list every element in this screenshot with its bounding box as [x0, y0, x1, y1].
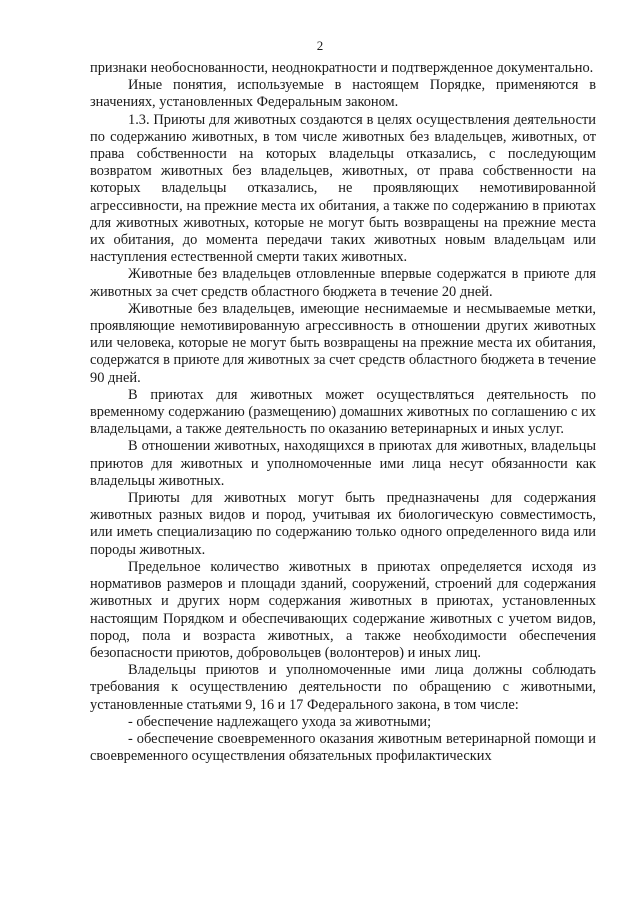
- paragraph: В отношении животных, находящихся в приютах для животных, владельцы приютов для животных и уполномоченные ими лица несут обязанности как владельцы животных.: [90, 438, 596, 489]
- page-number: 2: [316, 38, 324, 53]
- list-item: - обеспечение надлежащего ухода за животными;: [128, 713, 432, 730]
- paragraph: В приютах для животных может осуществляться деятельность по временному содержанию (размещению) домашних животных по соглашению с их владельцами, а также деятельность по оказанию ветеринарных и иных услуг.: [90, 386, 596, 438]
- paragraph: признаки необоснованности, неоднократности и подтвержденное документально.: [90, 60, 594, 76]
- list-item: - обеспечение своевременного оказания животным ветеринарной помощи и своевременного осуществления обязательных профилактических: [90, 730, 596, 765]
- paragraph: Владельцы приютов и уполномоченные ими лица должны соблюдать требования к осуществлению деятельности по обращению с животными, установленные статьями 9, 16 и 17 Федерального закона, в том числе:: [90, 662, 596, 713]
- paragraph: 1.3. Приюты для животных создаются в целях осуществления деятельности по содержанию животных, в том числе животных без владельцев, животных, от права собственности на которых владельцы отказались, с последующим возвратом животных без владельцев, животных, от права собственности на которых владельцы отказались, не проявляющих немотивированной агрессивности, на прежние места их обитания, а также по содержанию в приютах для животных животных, которые не могут быть возвращены на прежние места их обитания, до момента передачи таких животных новым владельцам или наступления естественной смерти таких животных.: [90, 111, 596, 266]
- paragraph: Иные понятия, используемые в настоящем Порядке, применяются в значениях, установленных Федеральным законом.: [90, 77, 596, 111]
- paragraph: Предельное количество животных в приютах определяется исходя из нормативов размеров и площади зданий, сооружений, строений для содержания животных и других норм содержания животных в приютах, установленных настоящим Порядком и обеспечивающих содержание животных с учетом видов, пород, пола и возраста животных, а также необходимости обеспечения безопасности приютов, добровольцев (волонтеров) и иных лиц.: [90, 558, 596, 661]
- paragraph: Животные без владельцев, имеющие неснимаемые и несмываемые метки, проявляющие немотивированную агрессивность в отношении других животных или человека, которые не могут быть возвращены на прежние места их обитания, содержатся в приюте для животных за счет средств областного бюджета в течение 90 дней.: [90, 300, 596, 386]
- paragraph: Приюты для животных могут быть предназначены для содержания животных разных видов и пород, учитывая их биологическую совместимость, или иметь специализацию по содержанию только одного определенного вида или породы животных.: [90, 490, 596, 558]
- paragraph: Животные без владельцев отловленные впервые содержатся в приюте для животных за счет средств областного бюджета в течение 20 дней.: [90, 266, 596, 300]
- document-body: [90, 60, 596, 765]
